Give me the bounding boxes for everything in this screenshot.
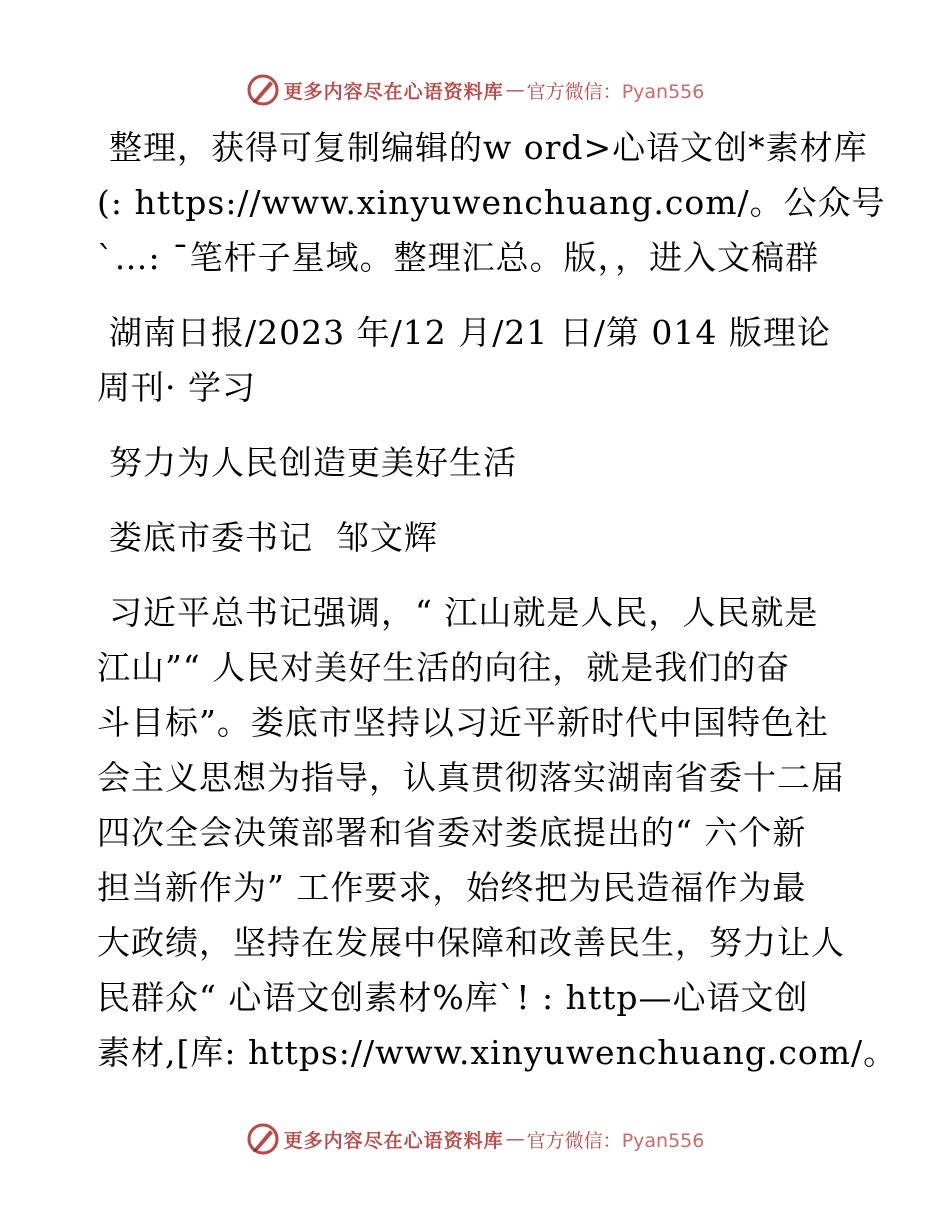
article-title-text: 努力为人民创造更美好生活 bbox=[109, 443, 517, 482]
header-watermark-banner bbox=[0, 70, 950, 110]
banner-contact bbox=[527, 1126, 705, 1153]
body-line: 担当新作为” 工作要求，始终把为民造福作为最 bbox=[97, 868, 807, 907]
banner-separator: — bbox=[505, 79, 525, 101]
banner-text: 更多内容尽在心语资料库 bbox=[283, 1129, 504, 1152]
body-paragraph bbox=[97, 585, 898, 1080]
intro-line: `…: ¯笔杆子星域。整理汇总。版，，进入文稿群 bbox=[97, 238, 820, 277]
body-line: 四次全会决策部署和省委对娄底提出的“ 六个新 bbox=[97, 813, 807, 852]
intro-line: (: https://www.xinyuwenchuang.com/。公众号 bbox=[97, 183, 886, 222]
footer-watermark-banner bbox=[0, 1119, 950, 1159]
banner-contact-label: 官方微信： bbox=[526, 80, 622, 103]
source-paragraph bbox=[97, 305, 857, 415]
article-author-text: 娄底市委书记 邹文辉 bbox=[109, 518, 438, 557]
banner-contact-id: Pyan556 bbox=[621, 1129, 705, 1152]
body-line: 大政绩，坚持在发展中保障和改善民生，努力让人 bbox=[97, 923, 845, 962]
body-line: 素材,[库: https://www.xinyuwenchuang.com/。 bbox=[97, 1033, 898, 1072]
body-line: 民群众“ 心语文创素材%库`! : http—心语文创 bbox=[97, 978, 809, 1017]
body-line: 斗目标”。娄底市坚持以习近平新时代中国特色社 bbox=[97, 703, 829, 742]
article-title bbox=[97, 435, 857, 490]
body-line: 会主义思想为指导，认真贯彻落实湖南省委十二届 bbox=[97, 758, 845, 797]
intro-paragraph bbox=[97, 120, 886, 285]
body-line: 习近平总书记强调，“ 江山就是人民，人民就是 bbox=[109, 593, 819, 632]
banner-contact bbox=[527, 77, 705, 104]
article-author bbox=[97, 510, 857, 565]
banner-contact-id: Pyan556 bbox=[621, 80, 705, 103]
source-line: 周刊· 学习 bbox=[97, 368, 256, 407]
banner-separator: — bbox=[505, 1128, 525, 1150]
source-line: 湖南日报/2023 年/12 月/21 日/第 014 版理论 bbox=[109, 313, 831, 352]
banner-text: 更多内容尽在心语资料库 bbox=[283, 80, 504, 103]
body-line: 江山”“ 人民对美好生活的向往，就是我们的奋 bbox=[97, 648, 791, 687]
quill-pen-logo-icon bbox=[246, 1122, 280, 1156]
banner-contact-label: 官方微信： bbox=[526, 1129, 622, 1152]
intro-line: 整理，获得可复制编辑的w ord>心语文创*素材库 bbox=[109, 128, 868, 167]
quill-pen-logo-icon bbox=[246, 73, 280, 107]
document-body bbox=[97, 120, 898, 1080]
